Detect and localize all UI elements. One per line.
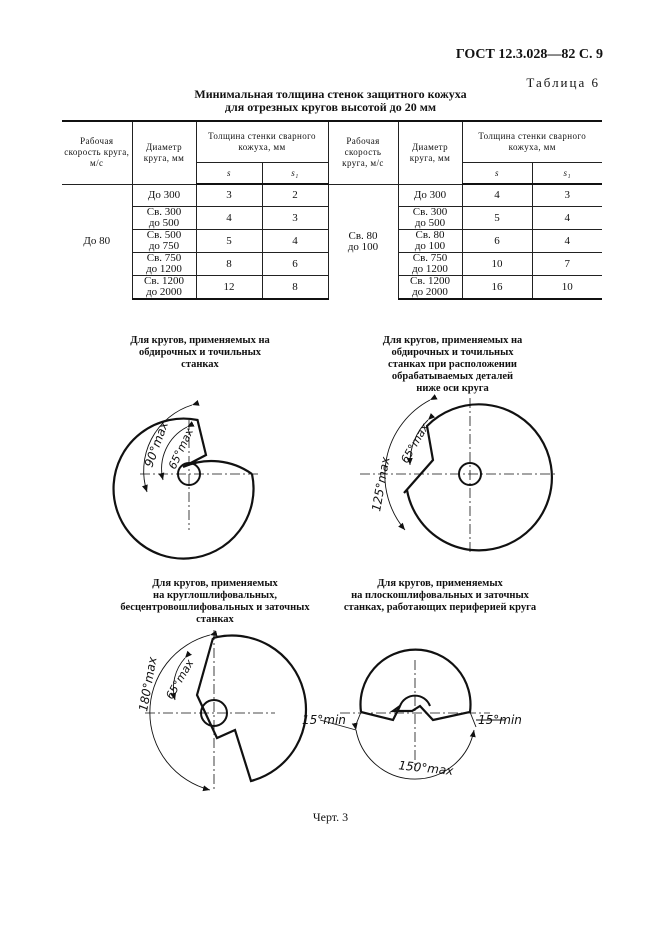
header-diameter: Диаметр круга, мм bbox=[132, 121, 196, 184]
angle-label: 65°max bbox=[163, 657, 197, 702]
figure-4-caption: Для кругов, применяемых на плоскошлифовальных и заточных станках, работающих периферией круга bbox=[343, 578, 537, 613]
diameter-cell: Св. 1200 до 2000 bbox=[398, 276, 462, 300]
s1-cell: 4 bbox=[532, 230, 602, 253]
angle-label: 125°max bbox=[369, 455, 393, 513]
figure-2-diagram bbox=[360, 398, 555, 555]
s1-cell: 3 bbox=[532, 184, 602, 207]
s-cell: 5 bbox=[462, 207, 532, 230]
angle-label: 65°max bbox=[398, 421, 432, 466]
figure-3-diagram bbox=[136, 630, 306, 790]
diameter-cell: До 300 bbox=[132, 184, 196, 207]
figure-4-diagram bbox=[302, 650, 522, 779]
diameter-cell: Св. 1200 до 2000 bbox=[132, 276, 196, 300]
s-cell: 4 bbox=[462, 184, 532, 207]
figure-1-diagram bbox=[114, 405, 258, 559]
diameter-cell: До 300 bbox=[398, 184, 462, 207]
s-cell: 4 bbox=[196, 207, 262, 230]
diameter-cell: Св. 300 до 500 bbox=[398, 207, 462, 230]
s1-cell: 3 bbox=[262, 207, 328, 230]
s1-cell: 2 bbox=[262, 184, 328, 207]
angle-label: 15°min bbox=[478, 713, 522, 727]
header-thickness-2: Толщина стенки сварного кожуха, мм bbox=[462, 121, 602, 163]
header-s: s bbox=[196, 163, 262, 185]
header-s1-2: s₁ bbox=[532, 163, 602, 185]
figure-number: Черт. 3 bbox=[312, 810, 349, 824]
s1-cell: 7 bbox=[532, 253, 602, 276]
s1-cell: 4 bbox=[532, 207, 602, 230]
s1-cell: 6 bbox=[262, 253, 328, 276]
s1-cell: 8 bbox=[262, 276, 328, 300]
header-thickness: Толщина стенки сварного кожуха, мм bbox=[196, 121, 328, 163]
s-cell: 8 bbox=[196, 253, 262, 276]
s1-cell: 10 bbox=[532, 276, 602, 300]
s-cell: 3 bbox=[196, 184, 262, 207]
angle-label: 150°max bbox=[397, 758, 455, 778]
s-cell: 12 bbox=[196, 276, 262, 300]
s-cell: 10 bbox=[462, 253, 532, 276]
s1-cell: 4 bbox=[262, 230, 328, 253]
speed-cell-right: Св. 80 до 100 bbox=[328, 184, 398, 299]
header-diameter-2: Диаметр круга, мм bbox=[398, 121, 462, 184]
angle-label: 15°min bbox=[302, 713, 346, 727]
page-header: ГОСТ 12.3.028—82 С. 9 bbox=[455, 47, 603, 62]
angle-label: 90°max bbox=[141, 419, 172, 470]
angle-label: 65°max bbox=[165, 426, 197, 472]
s-cell: 6 bbox=[462, 230, 532, 253]
table-title-line-2: для отрезных кругов высотой до 20 мм bbox=[224, 100, 437, 114]
diameter-cell: Св. 80 до 100 bbox=[398, 230, 462, 253]
s-cell: 5 bbox=[196, 230, 262, 253]
header-speed: Рабочая скорость круга, м/с bbox=[62, 121, 132, 184]
figure-1-caption: Для кругов, применяемых на обдирочных и точильных станках bbox=[130, 335, 270, 370]
diameter-cell: Св. 300 до 500 bbox=[132, 207, 196, 230]
diameter-cell: Св. 750 до 1200 bbox=[398, 253, 462, 276]
table-number: Таблица 6 bbox=[526, 75, 600, 90]
figure-3-caption: Для кругов, применяемых на круглошлифовальных, бесцентровошлифовальных и заточных станках bbox=[120, 578, 310, 625]
header-s1: s₁ bbox=[262, 163, 328, 185]
header-s-2: s bbox=[462, 163, 532, 185]
header-speed-2: Рабочая скорость круга, м/с bbox=[328, 121, 398, 184]
diameter-cell: Св. 500 до 750 bbox=[132, 230, 196, 253]
angle-label: 180°max bbox=[136, 655, 160, 713]
speed-cell-left: До 80 bbox=[62, 184, 132, 299]
s-cell: 16 bbox=[462, 276, 532, 300]
figure-2-caption: Для кругов, применяемых на обдирочных и точильных станках при расположении обрабатываемых деталей ниже оси круга bbox=[382, 335, 523, 394]
table-title-line-1: Минимальная толщина стенок защитного кожуха bbox=[194, 87, 467, 101]
diameter-cell: Св. 750 до 1200 bbox=[132, 253, 196, 276]
